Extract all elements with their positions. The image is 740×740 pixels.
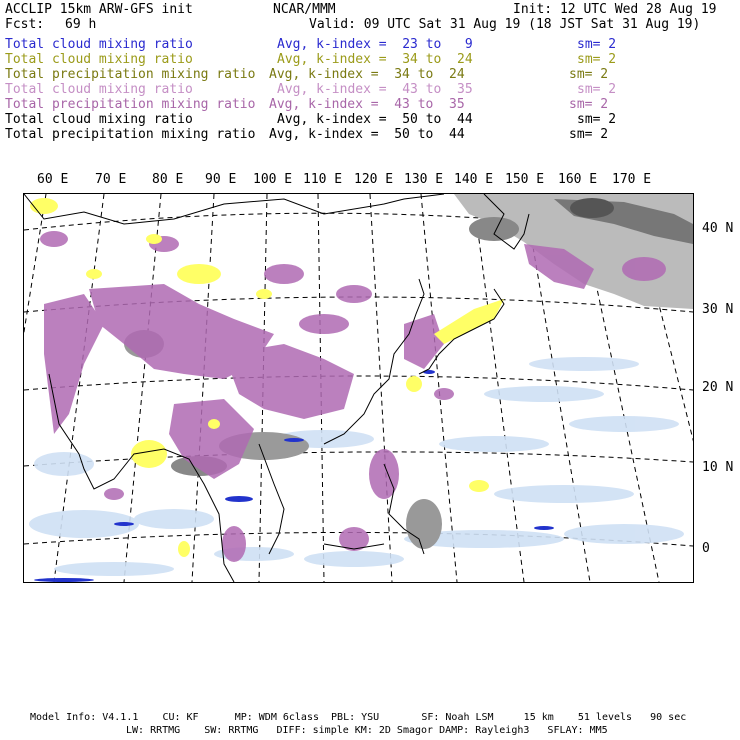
- field-name: Total cloud mixing ratio: [5, 112, 193, 127]
- cloud-patch: [434, 299, 504, 344]
- cloud-patch: [622, 257, 666, 281]
- cloud-patch: [222, 526, 246, 562]
- cloud-patch: [469, 217, 519, 241]
- cloud-patch: [178, 541, 190, 557]
- lon-label: 80 E: [152, 172, 184, 187]
- cloud-patch: [134, 509, 214, 529]
- cloud-patch: [484, 386, 604, 402]
- cloud-patch: [104, 488, 124, 500]
- field-sm: sm= 2: [577, 112, 617, 127]
- cloud-patch: [299, 314, 349, 334]
- header-init: Init: 12 UTC Wed 28 Aug 19: [513, 2, 717, 17]
- lon-label: 110 E: [303, 172, 343, 187]
- cloud-patch: [534, 526, 554, 530]
- cloud-patch: [369, 449, 399, 499]
- field-name: Total cloud mixing ratio: [5, 37, 193, 52]
- model-info-line1: Model Info: V4.1.1 CU: KF MP: WDM 6class PBL: YSU SF: Noah LSM 15 km 51 levels 90 sec: [30, 712, 687, 723]
- field-sm: sm= 2: [569, 97, 609, 112]
- forecast-value: 69 h: [65, 17, 97, 32]
- cloud-patch: [404, 314, 444, 369]
- cloud-patch: [469, 480, 489, 492]
- field-avg: Avg, k-index = 50 to 44: [269, 127, 465, 142]
- cloud-patch: [146, 234, 162, 244]
- lon-grid-120: [370, 194, 392, 582]
- lat-label: 10 N: [702, 460, 734, 475]
- cloud-patch: [406, 376, 422, 392]
- field-name: Total cloud mixing ratio: [5, 82, 193, 97]
- cloud-patch: [34, 578, 94, 582]
- cloud-patch: [44, 294, 104, 434]
- lon-label: 170 E: [612, 172, 652, 187]
- lon-label: 60 E: [37, 172, 69, 187]
- field-sm: sm= 2: [569, 67, 609, 82]
- indochina-coast: [259, 444, 284, 554]
- model-info-line2: LW: RRTMG SW: RRTMG DIFF: simple KM: 2D Smagor DAMP: Rayleigh3 SFLAY: MM5: [126, 725, 608, 736]
- header-valid: Valid: 09 UTC Sat 31 Aug 19 (18 JST Sat 31 Aug 19): [309, 17, 701, 32]
- map-panel: [23, 193, 694, 583]
- field-name: Total precipitation mixing ratio: [5, 127, 256, 142]
- field-avg: Avg, k-index = 23 to 9: [277, 37, 473, 52]
- cloud-patch: [177, 264, 221, 284]
- field-sm: sm= 2: [569, 127, 609, 142]
- lat-label: 30 N: [702, 302, 734, 317]
- cloud-patch: [264, 264, 304, 284]
- cloud-patch: [529, 357, 639, 371]
- field-name: Total precipitation mixing ratio: [5, 67, 256, 82]
- cloud-patch: [284, 438, 304, 442]
- cloud-patch: [564, 524, 684, 544]
- cloud-patch: [256, 289, 272, 299]
- cloud-patch: [40, 231, 68, 247]
- cloud-patch: [34, 452, 94, 476]
- lat-grid-20: [24, 376, 693, 390]
- cloud-patch: [54, 562, 174, 576]
- lon-label: 100 E: [253, 172, 293, 187]
- field-avg: Avg, k-index = 50 to 44: [277, 112, 473, 127]
- header-center: NCAR/MMM: [273, 2, 336, 17]
- lon-label: 140 E: [454, 172, 494, 187]
- cloud-patch: [439, 436, 549, 452]
- cloud-patch: [225, 496, 253, 502]
- cloud-patch: [569, 416, 679, 432]
- cloud-patch: [86, 269, 102, 279]
- lat-label: 40 N: [702, 221, 734, 236]
- field-avg: Avg, k-index = 34 to 24: [277, 52, 473, 67]
- lat-grid-10: [24, 452, 693, 466]
- cloud-patch: [304, 551, 404, 567]
- cloud-patch: [114, 522, 134, 526]
- cloud-patch: [406, 499, 442, 549]
- cloud-patch: [224, 344, 354, 419]
- field-sm: sm= 2: [577, 82, 617, 97]
- field-name: Total precipitation mixing ratio: [5, 97, 256, 112]
- northern-border: [24, 194, 444, 224]
- field-name: Total cloud mixing ratio: [5, 52, 193, 67]
- lat-label: 0: [702, 541, 710, 556]
- field-avg: Avg, k-index = 43 to 35: [269, 97, 465, 112]
- header-title: ACCLIP 15km ARW-GFS init: [5, 2, 193, 17]
- cloud-patch: [336, 285, 372, 303]
- lat-label: 20 N: [702, 380, 734, 395]
- lon-label: 160 E: [558, 172, 598, 187]
- field-avg: Avg, k-index = 34 to 24: [269, 67, 465, 82]
- lon-label: 130 E: [404, 172, 444, 187]
- lon-label: 90 E: [205, 172, 237, 187]
- cloud-patch: [570, 198, 614, 218]
- field-avg: Avg, k-index = 43 to 35: [277, 82, 473, 97]
- field-sm: sm= 2: [577, 52, 617, 67]
- field-sm: sm= 2: [577, 37, 617, 52]
- forecast-label: Fcst:: [5, 17, 45, 32]
- cloud-patch: [434, 388, 454, 400]
- lon-label: 70 E: [95, 172, 127, 187]
- cloud-patch: [208, 419, 220, 429]
- lon-label: 120 E: [354, 172, 394, 187]
- lon-label: 150 E: [505, 172, 545, 187]
- cloud-patch: [494, 485, 634, 503]
- map-canvas: [24, 194, 693, 582]
